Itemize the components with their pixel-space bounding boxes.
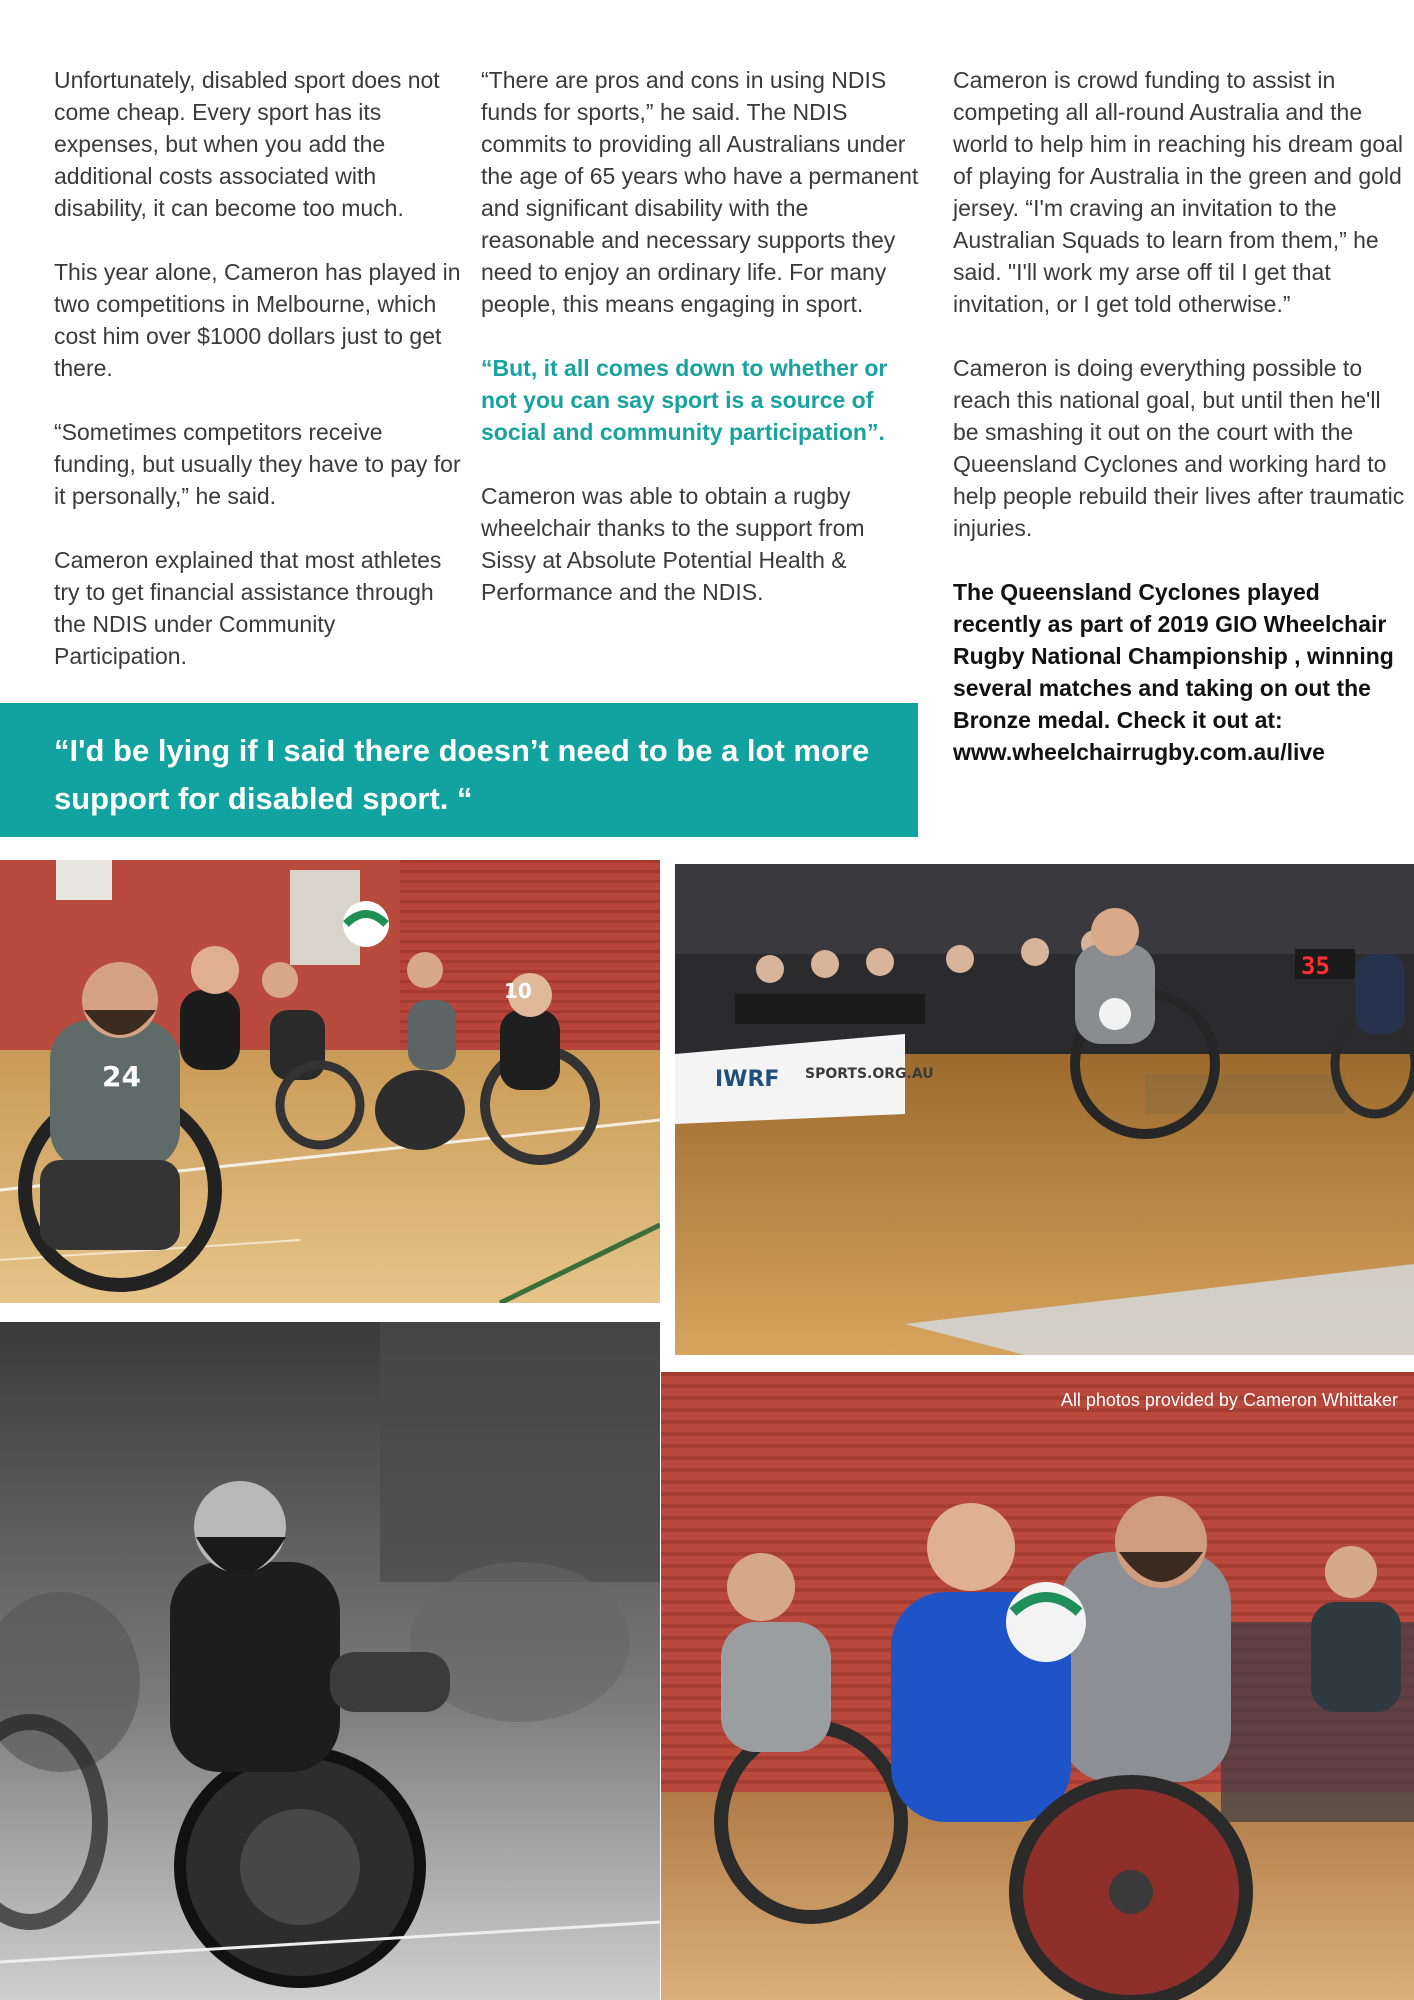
photo-credit: All photos provided by Cameron Whittaker — [1060, 1390, 1398, 1410]
paragraph: “There are pros and cons in using NDIS funds for sports,” he said. The NDIS commits to providing all Australians under the age of 65 years who have a permanent and significant disability with the reasonable and necessary supports they need to enjoy an ordinary life. For many people, this means engaging in sport. — [481, 67, 919, 317]
jersey-number: 24 — [102, 1060, 141, 1093]
article-column-1 — [54, 64, 462, 704]
championship-note: The Queensland Cyclones played recently as part of 2019 GIO Wheelchair Rugby National Championship , winning several matches and taking on out the Bronze medal. Check it out at: www.wheelchairrugby.com.au/live — [953, 579, 1394, 765]
paragraph: Cameron explained that most athletes try to get financial assistance through the NDIS under Community Participation. — [54, 547, 442, 669]
quote-banner — [0, 703, 918, 837]
article-column-3 — [953, 64, 1408, 800]
paragraph: Cameron is crowd funding to assist in competing all all-round Australia and the world to help him in reaching his dream goal of playing for Australia in the green and gold jersey. “I'm craving an invitation to the Australian Squads to learn from them,” he said. "I'll work my arse off til I get that invitation, or I get told otherwise.” — [953, 67, 1404, 317]
paragraph: Cameron is doing everything possible to reach this national goal, but until then he'll be smashing it out on the court with the Queensland Cyclones and working hard to help people rebuild their lives after traumatic injuries. — [953, 355, 1405, 541]
paragraph: Cameron was able to obtain a rugby wheelchair thanks to the support from Sissy at Absolute Potential Health & Performance and the NDIS. — [481, 483, 865, 605]
photo-players-court — [0, 860, 660, 1303]
photo-match-officials — [675, 864, 1414, 1355]
scoreboard-digits: 35 — [1301, 952, 1330, 980]
paragraph: “Sometimes competitors receive funding, but usually they have to pay for it personally,” he said. — [54, 419, 461, 509]
sports-board-text: SPORTS.ORG.AU — [805, 1066, 934, 1082]
banner-quote-text: “I'd be lying if I said there doesn’t need to be a lot more support for disabled sport. “ — [54, 733, 870, 816]
article-column-2 — [481, 64, 921, 640]
paragraph: Unfortunately, disabled sport does not come cheap. Every sport has its expenses, but when you add the additional costs associated with disability, it can become too much. — [54, 67, 440, 221]
iwrf-board-text: IWRF — [715, 1067, 780, 1092]
jersey-number: 10 — [504, 979, 532, 1003]
photo-action-ball — [661, 1372, 1414, 2000]
photo-bw-player — [0, 1322, 660, 2000]
pull-quote: “But, it all comes down to whether or not you can say sport is a source of social and community participation”. — [481, 355, 888, 445]
paragraph: This year alone, Cameron has played in two competitions in Melbourne, which cost him over $1000 dollars just to get there. — [54, 259, 461, 381]
